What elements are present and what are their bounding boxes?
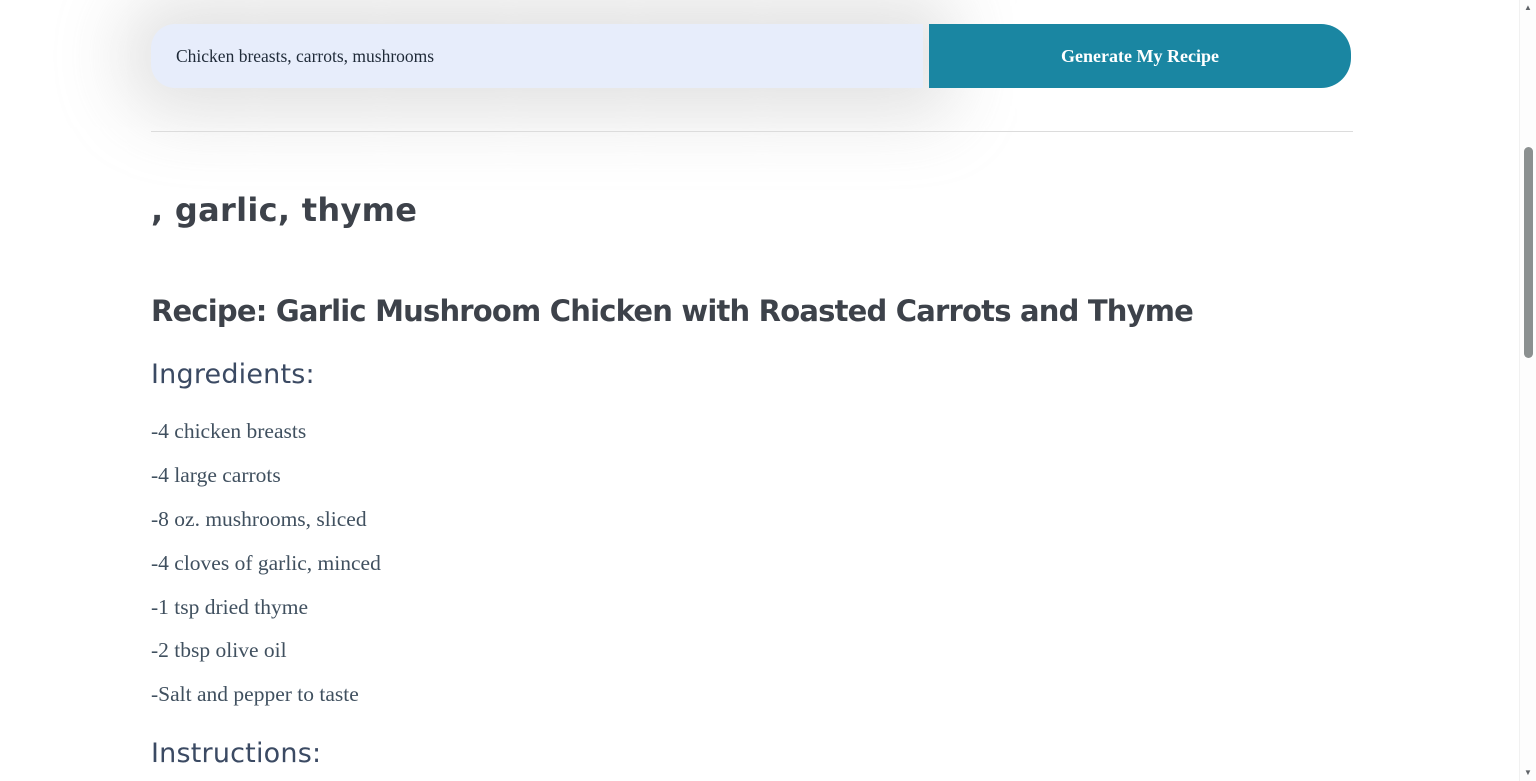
ingredient-item: -Salt and pepper to taste: [151, 682, 359, 707]
generate-recipe-button[interactable]: Generate My Recipe: [929, 24, 1351, 88]
ingredient-item: -2 tbsp olive oil: [151, 638, 287, 663]
ingredient-item: -8 oz. mushrooms, sliced: [151, 506, 367, 531]
ingredient-list: [151, 410, 381, 717]
scrollbar-thumb[interactable]: [1524, 147, 1533, 358]
ingredient-item: -1 tsp dried thyme: [151, 594, 309, 619]
ingredients-section-heading: Ingredients:: [151, 359, 315, 390]
ingredient-item: -4 large carrots: [151, 463, 281, 488]
scroll-up-icon[interactable]: ▲: [1524, 3, 1532, 12]
ingredient-item: -4 chicken breasts: [151, 419, 307, 444]
instructions-section-heading: Instructions:: [151, 738, 322, 769]
recipe-search-form: [151, 24, 1351, 88]
ingredients-input[interactable]: [151, 24, 923, 88]
recipe-title: Recipe: Garlic Mushroom Chicken with Roasted Carrots and Thyme: [151, 294, 1194, 328]
vertical-scrollbar[interactable]: [1519, 0, 1536, 781]
remaining-ingredients-heading: , garlic, thyme: [151, 191, 418, 229]
scroll-down-icon[interactable]: ▼: [1524, 768, 1532, 777]
ingredient-item: -4 cloves of garlic, minced: [151, 550, 381, 575]
divider: [151, 131, 1353, 132]
